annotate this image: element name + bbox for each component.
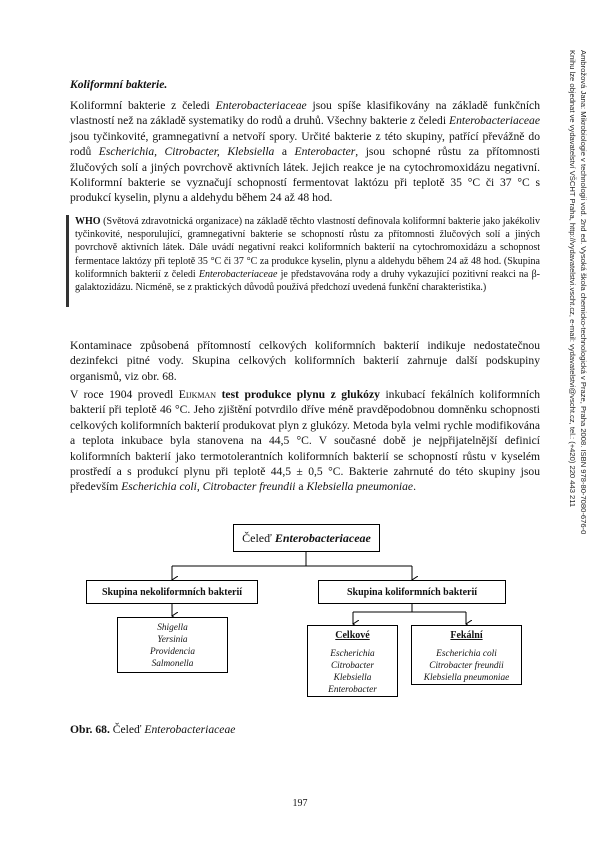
figure-caption: Obr. 68. Čeleď Enterobacteriaceae (70, 723, 236, 736)
diagram-noncoliform-list (117, 617, 228, 673)
paragraph-coliforms: Koliformní bakterie z čeledi Enterobacteriaceae jsou spíše klasifikovány na základě funkčních vlastností než na základě systematiky do rodů a druhů. Všechny bakterie z čeledi Enterobacteriaceae jsou tyčinkovité, gramnegativní a netvoří spory. Určité bakterie z této skupiny, patřící převážně do rodů Escherichia, Citrobacter, Klebsiella a Enterobacter, jsou schopné růstu za přítomnosti žlučových solí a jiných povrchově aktivních látek. Jejich reakce je na cytochromoxidázu negativní. Koliformní bakterie se vyznačují schopností fermentovat laktózu při teplotě 35 °C či 37 °C s produkcí kyselin, plynu a aldehydu během 24 až 48 hod. (70, 99, 541, 205)
page-number: 197 (292, 798, 308, 809)
list-item: Escherichia (330, 649, 375, 659)
list-item: Enterobacter (328, 685, 377, 695)
paragraph-contamination: Kontaminace způsobená přítomností celkových koliformních bakterií indikuje nedostatečnou dezinfekci pitné vody. Skupina celkových koliformních bakterií zahrnuje další podskupiny organismů, viz obr. 68. (70, 339, 540, 383)
fecal-heading: Fekální (450, 630, 483, 641)
list-item: Citrobacter (330, 661, 375, 671)
section-heading: Koliformní bakterie. (70, 78, 168, 91)
diagram-noncoliform-group: Skupina nekoliformních bakterií (86, 580, 258, 604)
list-item: Citrobacter freundii (429, 661, 504, 671)
side-note-line1: Ambrožová Jana: Mikrobiologie v technologii vod. 2nd ed. Vysoká škola chemicko-technologická v Praze, Praha 2008. ISBN 978-80-7080-676-0 (579, 50, 588, 535)
diagram-family-box: Čeleď Enterobacteriaceae (233, 524, 380, 552)
list-item: Salmonella (151, 659, 194, 669)
list-item: Klebsiella pneumoniae (423, 673, 510, 683)
total-heading: Celkové (335, 630, 370, 641)
diagram-fecal-coliforms (411, 625, 522, 685)
diagram-coliform-group: Skupina koliformních bakterií (318, 580, 506, 604)
diagram-total-coliforms (307, 625, 398, 697)
list-item: Escherichia coli (436, 649, 497, 659)
side-note-line2: Knihu lze objednat ve vydavatelství VŠCHT Praha, http://vydavatelstvi.vscht.cz, e-mail: vydavatelstvi@vscht.cz, tel.: (+420) 220 443 211 (568, 50, 578, 508)
list-item: Providencia (149, 647, 196, 657)
list-item: Shigella (157, 623, 188, 633)
paragraph-eijkman: V roce 1904 provedl Eijkman test produkce plynu z glukózy inkubací fekálních koliformních bakterií při teplotě 46 °C. Jeho zjištění potvrdilo dříve méně pravděpodobnou domněnku schopnosti celkových koliformních bakterií produkovat plyn z glukózy. Metoda byla velmi rychle modifikována a teplota inkubace byla stanovena na 44,5 °C. V současné době je nejpřijatelnější definicí koliformních bakterií jako termotolerantních koliformních bakterií se schopností růstu v kyselém prostředí a s produkcí plynu při teplotě 44,5 ± 0,5 °C. Bakterie zahrnuté do této skupiny jsou především Escherichia coli, Citrobacter freundii a Klebsiella pneumoniae. (70, 388, 541, 494)
who-definition-box: WHO (Světová zdravotnická organizace) na základě těchto vlastností definovala koliformní bakterie jako jakékoliv tyčinkovité, nesporulující, gramnegativní bakterie se schopností růstu za přítomnosti žlučových solí a jiných povrchově aktivních látek. Dále uvádí negativní reakci koliformních bakterií na cytochromoxidázu a schopnost fermentace laktózy při teplotě 35 °C či 37 °C za produkce kyselin, plynu a aldehydu během 24 až 48 hod. (Skupina koliformních bakterií z čeledi Enterobacteriaceae je představována rody a druhy vykazující pozitivní reakci na β-galaktozidázu. Nicméně, se z praktických důvodů používá předchozí uvedená funkční charakteristika.) (66, 215, 540, 307)
list-item: Yersinia (157, 635, 188, 645)
list-item: Klebsiella (333, 673, 372, 683)
